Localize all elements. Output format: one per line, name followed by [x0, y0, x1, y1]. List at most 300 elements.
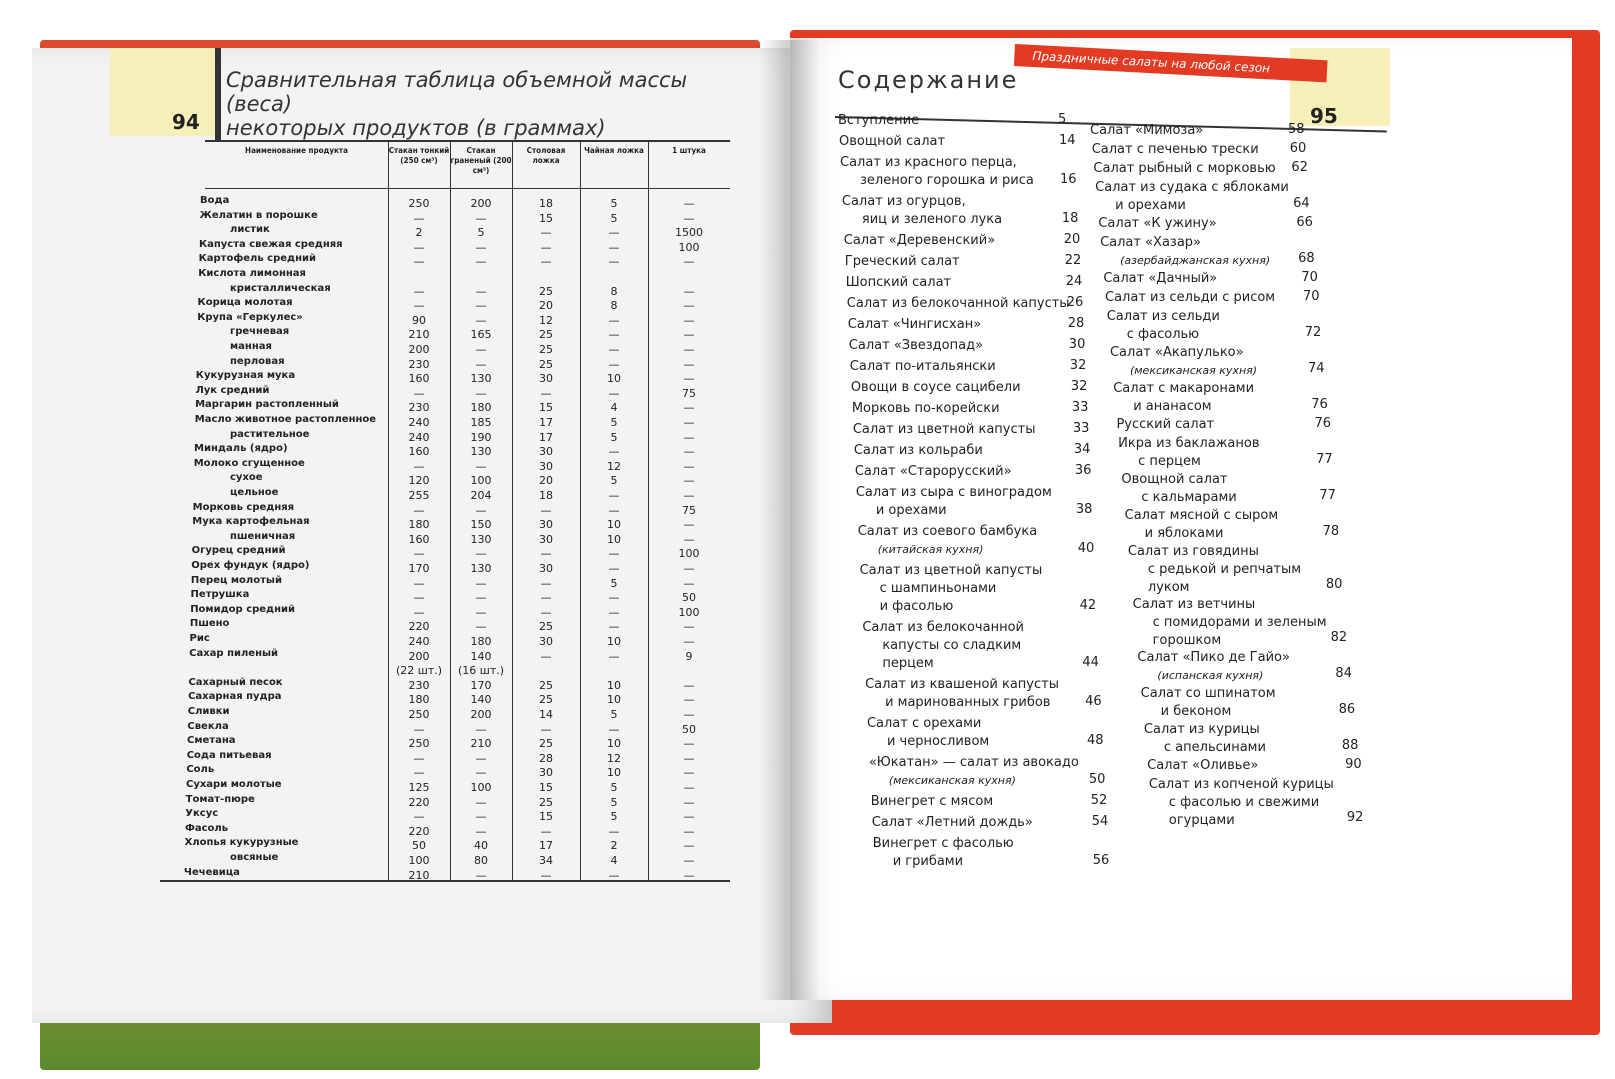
table-row-name: гречневая: [230, 326, 290, 338]
table-row-name: Чечевица: [183, 866, 240, 878]
table-row-name: Масло животное растопленное: [194, 414, 377, 425]
table-cell: 17: [539, 839, 553, 853]
toc-entry[interactable]: [1113, 380, 1254, 416]
table-cell: —: [413, 503, 425, 517]
table-cell: 18: [539, 489, 553, 502]
title-line-1: Сравнительная таблица объемной массы (веса): [226, 68, 688, 116]
toc-page-number: 32: [1070, 379, 1088, 394]
table-cell: 210: [470, 737, 492, 751]
toc-entry[interactable]: [1110, 344, 1257, 380]
toc-entry[interactable]: [838, 112, 919, 130]
table-cell: 190: [470, 430, 492, 444]
table-cell: —: [475, 313, 487, 327]
table-cell: —: [413, 591, 425, 605]
toc-entry[interactable]: [1144, 721, 1266, 757]
toc-entry[interactable]: [872, 814, 1033, 832]
toc-entry-title: (мексиканская кухня): [1129, 364, 1258, 377]
table-row-name: Огурец средний: [191, 545, 286, 557]
table-cell: —: [683, 868, 695, 882]
toc-entry[interactable]: [851, 379, 1021, 397]
toc-page-number: 78: [1322, 524, 1340, 539]
table-cell: 12: [539, 313, 553, 327]
toc-entry[interactable]: [1105, 289, 1275, 307]
toc-entry[interactable]: [856, 484, 1052, 520]
table-cell: —: [475, 459, 487, 473]
table-cell: —: [413, 386, 425, 400]
toc-entry[interactable]: [852, 400, 1000, 418]
table-cell: —: [413, 240, 425, 254]
toc-page-number: 16: [1060, 172, 1077, 187]
table-cell: 180: [408, 693, 430, 707]
table-cell: 12: [607, 459, 621, 473]
table-cell: 100: [678, 605, 700, 619]
toc-entry[interactable]: [1092, 141, 1259, 159]
toc-entry-title: (мексиканская кухня): [888, 774, 1016, 787]
toc-entry[interactable]: [1121, 471, 1236, 507]
table-cell: 9: [685, 649, 693, 663]
table-cell: 50: [412, 839, 426, 853]
table-cell: —: [413, 547, 425, 561]
table-cell: 20: [539, 299, 553, 313]
table-cell: —: [413, 576, 425, 590]
table-cell: —: [608, 620, 620, 634]
header-divider-left: [215, 48, 221, 140]
table-cell: 165: [470, 328, 492, 342]
toc-page-number: 84: [1335, 666, 1352, 681]
table-column-header: Чайная ложка: [584, 146, 644, 155]
toc-entry[interactable]: [869, 754, 1079, 790]
toc-page-number: 74: [1307, 361, 1325, 376]
table-cell: —: [683, 766, 695, 780]
table-cell: —: [540, 240, 552, 254]
table-cell: 25: [539, 328, 553, 342]
table-row-name: Молоко сгущенное: [193, 457, 305, 469]
table-cell: 50: [682, 591, 696, 605]
table-cell: 25: [539, 357, 553, 371]
toc-entry-title: с помидорами и зеленым: [1152, 615, 1327, 630]
toc-entry-title: и беконом: [1160, 704, 1232, 719]
toc-entry[interactable]: [848, 316, 981, 334]
table-cell: 15: [539, 401, 553, 415]
table-cell: —: [540, 722, 552, 736]
toc-entry-title: Овощной салат: [1121, 472, 1228, 487]
table-cell: —: [475, 503, 487, 517]
table-cell: —: [683, 737, 695, 751]
table-cell: 8: [610, 284, 618, 298]
table-cell: 5: [610, 810, 618, 824]
table-row-name: Хлопья кукурузные: [184, 837, 299, 849]
toc-entry-title: с фасолью: [1126, 327, 1200, 342]
toc-page-number: 20: [1063, 232, 1081, 247]
table-row-name: Крупа «Геркулес»: [197, 311, 303, 323]
table-cell: 230: [408, 357, 430, 371]
table-cell: —: [683, 197, 695, 210]
table-cell: —: [413, 605, 425, 619]
toc-page-number: 80: [1325, 577, 1343, 592]
table-row-name: Сахарный песок: [188, 676, 283, 688]
table-column-header: Наименование продукта: [245, 146, 348, 155]
table-cell: —: [608, 824, 620, 838]
toc-entry-title: Салат из судака с яблоками: [1095, 180, 1289, 195]
table-cell: 230: [408, 401, 430, 415]
table-cell: —: [608, 868, 620, 882]
toc-entry-title: и яблоками: [1144, 526, 1224, 541]
toc-entry[interactable]: [873, 835, 1014, 871]
table-cell: 220: [408, 795, 430, 809]
toc-entry[interactable]: [1107, 308, 1220, 344]
table-cell: —: [608, 605, 620, 619]
toc-entry[interactable]: [847, 295, 1070, 313]
table-cell: 5: [610, 474, 618, 488]
table-row-name: Картофель средний: [198, 253, 317, 265]
table-cell: 2: [610, 839, 618, 853]
table-cell: —: [683, 211, 695, 225]
toc-entry-title: (китайская кухня): [877, 543, 984, 556]
table-cell: —: [683, 489, 695, 502]
table-cell: —: [475, 795, 487, 809]
table-cell: 255: [408, 489, 430, 502]
toc-entry[interactable]: [1128, 543, 1301, 597]
page-number-left: 94: [172, 110, 200, 134]
table-row-name: Сода питьевая: [186, 749, 272, 761]
table-row-name: Капуста свежая средняя: [198, 238, 343, 250]
table-row-name: манная: [230, 341, 272, 352]
table-row-name: Корица молотая: [197, 297, 293, 309]
table-cell: —: [608, 357, 620, 371]
toc-page-number: 5: [1058, 112, 1067, 127]
toc-page-number: 22: [1064, 253, 1082, 268]
toc-page-number: 72: [1304, 325, 1322, 340]
toc-entry[interactable]: [846, 274, 951, 292]
section-ribbon: Праздничные салаты на любой сезон: [1014, 44, 1328, 82]
table-cell: 8: [610, 299, 618, 313]
toc-entry[interactable]: [1095, 179, 1289, 215]
toc-entry-title: Салат из кольраби: [853, 443, 983, 458]
table-cell: —: [475, 240, 487, 254]
table-cell: —: [683, 532, 695, 546]
toc-entry[interactable]: [842, 193, 1002, 229]
table-cell: 204: [470, 489, 492, 502]
table-row-name: Желатин в порошке: [199, 209, 318, 221]
table-cell: 30: [539, 518, 553, 532]
table-cell: 15: [539, 211, 553, 225]
toc-entry[interactable]: [865, 676, 1059, 712]
table-cell: —: [683, 751, 695, 765]
book-spine: [760, 40, 820, 1000]
table-row-name: Морковь средняя: [192, 501, 295, 513]
toc-entry-title: с перцем: [1138, 454, 1201, 469]
toc-entry[interactable]: [1137, 649, 1290, 685]
toc-entry[interactable]: [1093, 160, 1275, 178]
table-cell: —: [683, 678, 695, 692]
table-row-name: Лук средний: [195, 384, 270, 396]
table-row-name: Сахарная пудра: [188, 691, 282, 703]
toc-entry-title: Салат «Звездопад»: [848, 338, 984, 353]
toc-entry-title: Винегрет с мясом: [870, 794, 994, 809]
table-top-rule: [205, 140, 730, 142]
toc-entry[interactable]: [850, 358, 996, 376]
toc-page-number: 77: [1319, 488, 1336, 503]
toc-page-number: 82: [1330, 630, 1348, 645]
table-cell: 140: [470, 649, 492, 663]
header-accent-left: [110, 48, 218, 136]
table-header-rule: [205, 188, 730, 189]
table-cell: —: [683, 284, 695, 298]
toc-entry-title: с кальмарами: [1141, 490, 1237, 505]
toc-page-number: 33: [1071, 400, 1089, 415]
table-cell: 130: [470, 372, 492, 386]
toc-entry[interactable]: [853, 421, 1036, 439]
table-row-name: растительное: [230, 428, 310, 440]
toc-entry-title: Салат из красного перца,: [840, 155, 1017, 170]
table-cell: —: [475, 605, 487, 619]
toc-page-number: 36: [1074, 463, 1092, 478]
toc-entry-title: Салат «Мимоза»: [1090, 123, 1204, 138]
table-cell: —: [413, 810, 425, 824]
table-cell: 240: [408, 635, 430, 648]
toc-entry[interactable]: [849, 337, 983, 355]
toc-entry-title: и орехами: [1115, 198, 1186, 213]
table-cell: 10: [607, 372, 621, 386]
table-cell: —: [683, 357, 695, 371]
table-cell: —: [683, 518, 695, 532]
toc-page-number: 70: [1301, 270, 1318, 285]
table-row-name: Помидор средний: [190, 603, 296, 615]
toc-entry-title: Салат со шпинатом: [1140, 686, 1276, 701]
table-cell: 25: [539, 737, 553, 751]
table-cell: —: [683, 430, 695, 444]
table-row-name: Фасоль: [184, 822, 229, 834]
toc-entry[interactable]: [855, 463, 1012, 481]
table-row-name: цельное: [230, 487, 279, 498]
toc-entry-title: Салат с печенью трески: [1091, 142, 1259, 157]
table-cell: 30: [539, 562, 553, 575]
table-cell: —: [683, 854, 695, 867]
page-number-right: 95: [1310, 104, 1338, 128]
toc-entry[interactable]: [1147, 757, 1258, 775]
table-cell: 30: [539, 532, 553, 546]
table-cell: —: [683, 401, 695, 415]
table-cell: 75: [682, 386, 696, 400]
table-cell: 180: [408, 518, 430, 532]
table-column-header: Столовая ложка: [526, 146, 566, 165]
toc-page-number: 30: [1068, 337, 1086, 352]
table-cell: —: [683, 795, 695, 809]
table-row-name: Сметана: [187, 735, 236, 747]
toc-entry-title: Морковь по-корейски: [851, 401, 1000, 416]
table-row-name: Пшено: [189, 618, 230, 630]
toc-page-number: 32: [1069, 358, 1087, 373]
table-cell: —: [475, 751, 487, 765]
toc-page-number: 88: [1341, 738, 1359, 753]
table-cell: —: [608, 722, 620, 736]
toc-page-number: 26: [1066, 295, 1084, 310]
table-cell: 10: [607, 518, 621, 532]
toc-entry[interactable]: [1133, 596, 1327, 650]
table-cell: 250: [408, 197, 430, 210]
toc-entry[interactable]: [858, 523, 1037, 559]
table-row-name: овсяные: [230, 852, 279, 863]
table-cell: —: [475, 722, 487, 736]
table-cell: 180: [470, 401, 492, 415]
toc-entry-title: Салат «Дачный»: [1103, 271, 1218, 286]
toc-entry-title: с редькой и репчатым: [1147, 562, 1302, 577]
table-cell: 30: [539, 459, 553, 473]
table-cell: —: [540, 503, 552, 517]
table-cell: 20: [539, 474, 553, 488]
table-cell: —: [608, 489, 620, 502]
table-cell: —: [608, 503, 620, 517]
table-cell: —: [540, 576, 552, 590]
toc-entry[interactable]: [1116, 416, 1214, 434]
table-cell: —: [475, 255, 487, 269]
toc-entry[interactable]: [1098, 215, 1216, 233]
table-cell: 200: [408, 649, 430, 663]
table-cell: —: [475, 357, 487, 371]
table-column-header: 1 штука: [672, 146, 706, 155]
table-cell: 250: [408, 708, 430, 721]
table-cell: —: [413, 299, 425, 313]
table-cell: 30: [539, 635, 553, 648]
toc-entry[interactable]: [1103, 270, 1217, 288]
toc-entry-title: Салат из сельди: [1106, 309, 1220, 324]
toc-entry-title: Греческий салат: [844, 254, 960, 269]
table-cell: 5: [477, 226, 485, 240]
table-cell: 100: [470, 474, 492, 488]
table-cell: —: [683, 635, 695, 648]
table-cell: —: [413, 751, 425, 765]
toc-entry[interactable]: [1125, 507, 1279, 543]
table-cell: 200: [470, 708, 492, 721]
table-cell: 17: [539, 416, 553, 429]
table-cell: —: [608, 328, 620, 342]
toc-page-number: 56: [1092, 853, 1110, 868]
toc-page-number: 38: [1075, 502, 1093, 517]
table-cell: —: [683, 416, 695, 429]
toc-entry[interactable]: [1090, 122, 1203, 140]
table-cell: (16 шт.): [457, 664, 505, 678]
table-cell: 5: [610, 416, 618, 429]
toc-page-number: 48: [1086, 733, 1104, 748]
toc-entry-title: Салат из цветной капусты: [859, 563, 1043, 578]
toc-page-number: 76: [1311, 397, 1328, 412]
toc-entry-title: Вступление: [838, 113, 920, 128]
table-cell: —: [475, 284, 487, 298]
table-cell: —: [608, 313, 620, 327]
toc-page-number: 54: [1091, 814, 1109, 829]
toc-entry-title: Салат из курицы: [1143, 722, 1260, 737]
toc-page-number: 64: [1293, 196, 1310, 211]
table-row-name: листик: [230, 224, 270, 236]
toc-entry[interactable]: [1141, 685, 1276, 721]
table-row-name: Миндаль (ядро): [194, 443, 288, 455]
table-cell: 30: [539, 766, 553, 780]
table-cell: 10: [607, 532, 621, 546]
weight-table: [160, 140, 730, 910]
table-row-name: Маргарин растопленный: [195, 399, 339, 411]
table-cell: 200: [408, 343, 430, 356]
toc-entry[interactable]: [867, 715, 989, 751]
toc-entry[interactable]: [1100, 234, 1270, 270]
toc-entry-title: и ананасом: [1133, 399, 1212, 414]
toc-entry[interactable]: [845, 253, 960, 271]
toc-entry-title: Салат с макаронами: [1113, 381, 1255, 396]
table-cell: 170: [408, 562, 430, 575]
table-row-name: Томат-пюре: [185, 793, 255, 805]
table-cell: —: [475, 576, 487, 590]
table-cell: 130: [470, 562, 492, 575]
toc-entry[interactable]: [844, 232, 995, 250]
table-cell: —: [540, 591, 552, 605]
toc-page-number: 28: [1067, 316, 1085, 331]
toc-entry[interactable]: [860, 562, 1043, 616]
toc-page-number: 77: [1316, 452, 1333, 467]
table-cell: 34: [539, 854, 553, 867]
table-row-name: Уксус: [185, 808, 219, 820]
toc-entry[interactable]: [854, 442, 983, 460]
toc-entry[interactable]: [839, 133, 945, 151]
table-cell: 160: [408, 372, 430, 386]
table-cell: —: [608, 562, 620, 575]
table-row-name: Вода: [200, 195, 230, 206]
toc-entry-title: Салат из сельди с рисом: [1105, 290, 1276, 305]
toc-entry-title: Салат мясной с сыром: [1124, 508, 1279, 523]
toc-entry-title: Салат из ветчины: [1132, 597, 1256, 612]
toc-page-number: 33: [1072, 421, 1090, 436]
table-cell: 180: [470, 635, 492, 648]
table-cell: —: [413, 459, 425, 473]
toc-page-number: 92: [1346, 810, 1364, 825]
toc-entry[interactable]: [1118, 435, 1259, 471]
table-cell: —: [413, 766, 425, 780]
table-cell: —: [683, 372, 695, 386]
table-cell: —: [683, 781, 695, 794]
table-cell: 25: [539, 620, 553, 634]
table-cell: 100: [408, 854, 430, 867]
table-cell: 140: [470, 693, 492, 707]
toc-entry[interactable]: [871, 793, 993, 811]
table-cell: —: [540, 824, 552, 838]
table-cell: —: [413, 255, 425, 269]
table-cell: 10: [607, 635, 621, 648]
toc-entry-title: с фасолью и свежими: [1168, 795, 1320, 810]
table-cell: —: [413, 284, 425, 298]
table-row-name: Сливки: [187, 706, 230, 717]
toc-entry-title: луком: [1147, 580, 1190, 595]
table-cell: 220: [408, 824, 430, 838]
toc-entry[interactable]: [862, 619, 1024, 673]
table-cell: —: [683, 343, 695, 356]
table-cell: —: [413, 722, 425, 736]
table-cell: 5: [610, 211, 618, 225]
table-cell: 25: [539, 693, 553, 707]
toc-entry-title: Салат из копченой курицы: [1148, 777, 1334, 792]
table-cell: —: [608, 226, 620, 240]
toc-entry-title: Русский салат: [1116, 417, 1215, 432]
toc-entry[interactable]: [1149, 776, 1334, 830]
toc-entry-title: Салат с орехами: [866, 716, 982, 731]
toc-page-number: 52: [1090, 793, 1108, 808]
toc-entry-title: Салат из сыра с виноградом: [855, 485, 1052, 500]
table-row-name: пшеничная: [230, 530, 296, 542]
toc-page-number: 86: [1338, 702, 1356, 717]
table-cell: 15: [539, 810, 553, 824]
toc-entry-title: и фасолью: [879, 599, 954, 614]
table-cell: 10: [607, 737, 621, 751]
table-row-name: Мука картофельная: [192, 516, 310, 528]
table-cell: 200: [470, 197, 492, 210]
toc-entry[interactable]: [840, 154, 1034, 190]
